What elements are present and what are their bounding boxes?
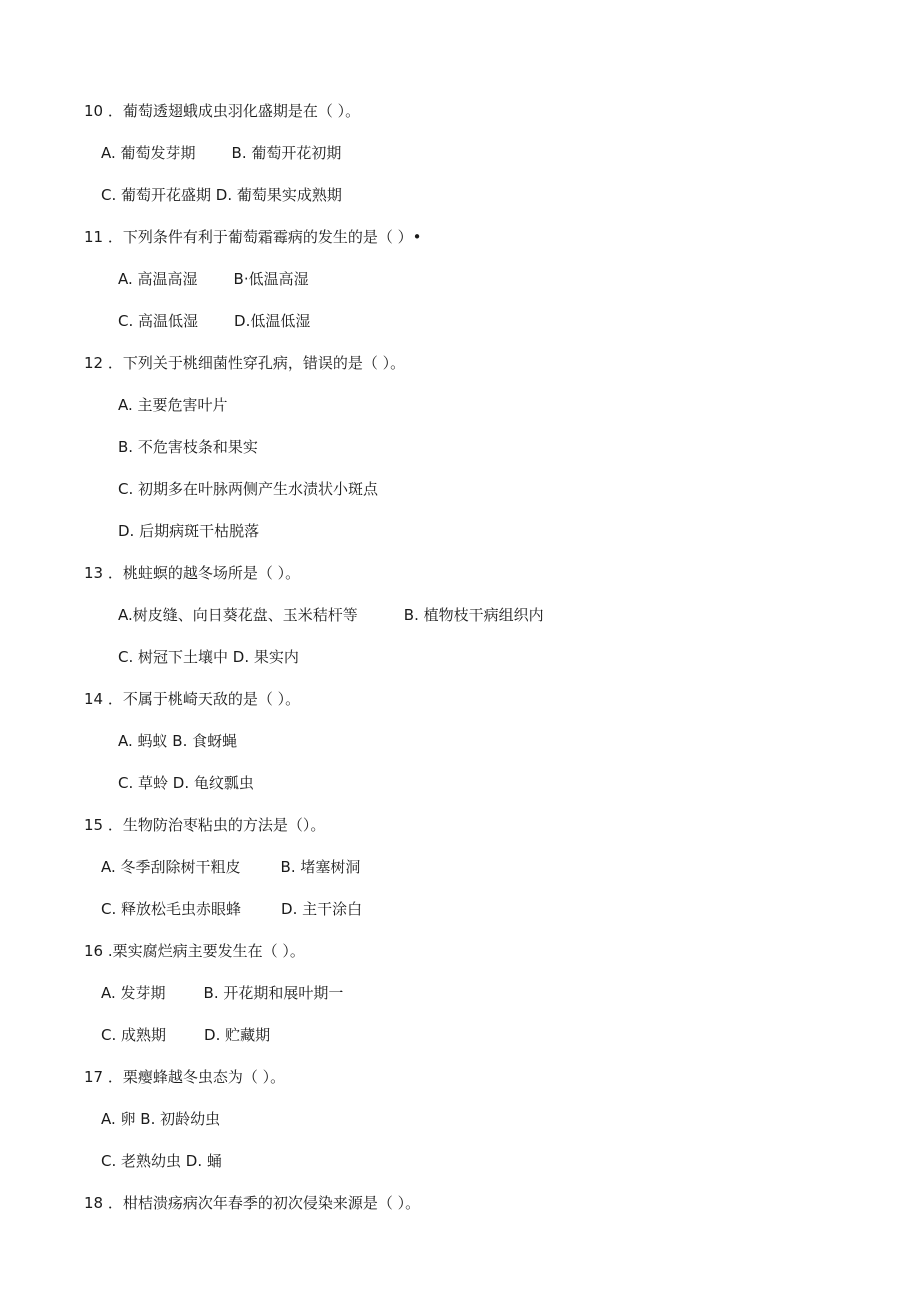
question-stem: 11 ．下列条件有利于葡萄霜霉病的发生的是（ ）•	[84, 228, 422, 246]
option-text: D. 贮藏期	[204, 1026, 271, 1044]
option-text: A. 高温高湿	[118, 270, 198, 288]
option-text: D.低温低湿	[234, 312, 311, 330]
option-row	[118, 479, 378, 499]
option-text: A. 蚂蚁 B. 食蚜蝇	[118, 732, 238, 750]
option-text: B. 葡萄开花初期	[231, 144, 342, 162]
option-text: C. 草蛉 D. 龟纹瓢虫	[118, 774, 254, 792]
option-text: C. 老熟幼虫 D. 蛹	[101, 1152, 222, 1170]
option-text: C. 高温低湿	[118, 312, 199, 330]
option-text: C. 葡萄开花盛期 D. 葡萄果实成熟期	[101, 186, 342, 204]
option-text: A. 卵 B. 初龄幼虫	[101, 1110, 221, 1128]
option-text: A. 主要危害叶片	[118, 396, 228, 414]
option-text: B. 开花期和展叶期一	[203, 984, 344, 1002]
question-stem: 13 ．桃蛀螟的越冬场所是（ ）。	[84, 564, 301, 582]
question-stem: 14 ．不属于桃崎天敌的是（ ）。	[84, 690, 301, 708]
option-row	[118, 605, 544, 625]
option-row	[101, 1025, 270, 1045]
option-row	[101, 983, 343, 1003]
option-text: B. 不危害枝条和果实	[118, 438, 258, 456]
option-text: B. 植物枝干病组织内	[403, 606, 544, 624]
option-row	[101, 899, 362, 919]
option-row	[118, 521, 259, 541]
option-row	[101, 185, 342, 205]
option-row	[118, 311, 310, 331]
option-row	[118, 773, 254, 793]
option-row	[118, 647, 299, 667]
question-stem: 15 ．生物防治枣粘虫的方法是（）。	[84, 816, 326, 834]
option-row	[101, 1151, 222, 1171]
option-text: C. 初期多在叶脉两侧产生水渍状小斑点	[118, 480, 379, 498]
option-row	[118, 731, 237, 751]
option-text: C. 树冠下土壤中 D. 果实内	[118, 648, 299, 666]
option-text: B·低温高湿	[233, 270, 309, 288]
option-text: D. 后期病斑干枯脱落	[118, 522, 260, 540]
question-stem: 12 ．下列关于桃细菌性穿孔病，错误的是（ ）。	[84, 354, 406, 372]
option-text: A. 葡萄发芽期	[101, 144, 196, 162]
option-text: C. 释放松毛虫赤眼蜂	[101, 900, 242, 918]
question-stem: 16 .栗实腐烂病主要发生在（ ）。	[84, 942, 305, 960]
option-text: B. 堵塞树洞	[280, 858, 361, 876]
question-stem: 18 ．柑桔溃疡病次年春季的初次侵染来源是（ ）。	[84, 1194, 421, 1212]
question-stem: 10 ．葡萄透翅蛾成虫羽化盛期是在（ ）。	[84, 102, 361, 120]
option-row	[118, 269, 309, 289]
question-stem: 17 ．栗瘿蜂越冬虫态为（ ）。	[84, 1068, 286, 1086]
option-text: A. 发芽期	[101, 984, 166, 1002]
option-text: A.树皮缝、向日葵花盘、玉米秸杆等	[118, 606, 358, 624]
option-row	[101, 1109, 220, 1129]
option-row	[101, 143, 341, 163]
option-text: A. 冬季刮除树干粗皮	[101, 858, 241, 876]
option-row	[101, 857, 360, 877]
option-row	[118, 395, 228, 415]
option-text: C. 成熟期	[101, 1026, 167, 1044]
option-text: D. 主干涂白	[281, 900, 363, 918]
option-row	[118, 437, 258, 457]
